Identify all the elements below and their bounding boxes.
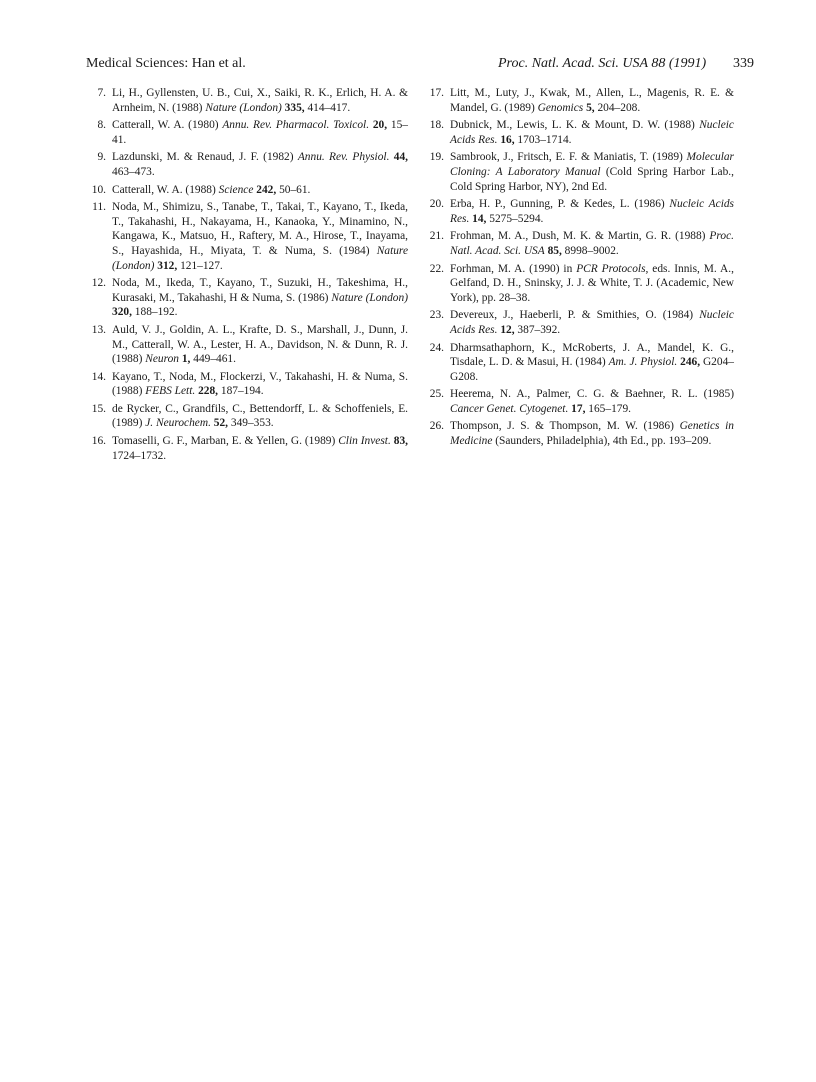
- reference-journal: Nature (London): [112, 244, 408, 272]
- reference-volume: 242,: [256, 183, 277, 196]
- reference-number: 20.: [429, 198, 444, 211]
- reference-authors: Lazdunski, M. & Renaud, J. F. (1982): [112, 151, 294, 164]
- reference-pages: 387–392.: [517, 323, 561, 336]
- reference-volume: 1,: [181, 353, 191, 366]
- reference-authors: Litt, M., Luty, J., Kwak, M., Allen, L., Magenis, R. E. & Mandel, G. (1989): [450, 87, 734, 114]
- reference-journal: Genetics in Medicine: [450, 420, 734, 448]
- reference-number: 15.: [91, 402, 106, 415]
- page-number: 339: [733, 56, 754, 71]
- reference-number: 7.: [97, 87, 106, 99]
- reference-number: 17.: [429, 87, 444, 99]
- reference-journal: J. Neurochem.: [145, 417, 211, 430]
- reference-authors: Catterall, W. A. (1988): [112, 183, 216, 196]
- reference-pages: 1703–1714.: [517, 133, 572, 146]
- reference-volume: 246,: [680, 356, 701, 369]
- reference-number: 10.: [91, 183, 106, 196]
- reference-pages: 165–179.: [588, 402, 631, 415]
- reference-journal: Cancer Genet. Cytogenet.: [450, 402, 569, 415]
- reference-item: [424, 387, 734, 416]
- reference-journal: Nature (London): [205, 101, 282, 114]
- reference-number: 9.: [97, 151, 106, 164]
- reference-volume: 83,: [393, 435, 408, 448]
- journal-citation: Proc. Natl. Acad. Sci. USA 88 (1991): [498, 56, 707, 71]
- reference-pages: 8998–9002.: [564, 244, 619, 257]
- reference-authors: Auld, V. J., Goldin, A. L., Krafte, D. S., Marshall, J., Dunn, J. M., Catterall, W. A., Lester, H. A., Davidson, N. & Dunn, R. J. (1988): [112, 323, 408, 366]
- reference-item: [424, 419, 734, 448]
- reference-number: 22.: [429, 262, 444, 275]
- reference-journal: Nature (London): [331, 291, 408, 304]
- reference-item: [86, 183, 408, 198]
- reference-item: [424, 118, 734, 147]
- reference-pages: 204–208.: [597, 101, 641, 114]
- reference-volume: 17,: [571, 402, 586, 415]
- references-right-column: [424, 86, 734, 452]
- reference-pages: (Cold Spring Harbor Lab., Cold Spring Harbor, NY), 2nd Ed.: [450, 165, 734, 193]
- reference-journal: Nucleic Acids Res.: [450, 119, 734, 146]
- reference-authors: Catterall, W. A. (1980): [112, 119, 219, 132]
- reference-number: 26.: [429, 420, 444, 433]
- reference-number: 25.: [429, 388, 444, 401]
- reference-item: [86, 370, 408, 399]
- reference-volume: 85,: [547, 244, 562, 257]
- reference-item: [424, 308, 734, 337]
- reference-volume: 320,: [112, 306, 132, 319]
- reference-journal: Clin Invest.: [338, 435, 391, 448]
- reference-pages: 187–194.: [220, 385, 264, 398]
- reference-authors: Kayano, T., Noda, M., Flockerzi, V., Takahashi, H. & Numa, S. (1988): [112, 370, 408, 398]
- reference-number: 14.: [91, 370, 106, 383]
- reference-number: 24.: [429, 341, 444, 354]
- reference-item: [86, 402, 408, 431]
- reference-journal: Neuron: [145, 353, 179, 366]
- reference-pages: 449–461.: [193, 353, 236, 366]
- reference-authors: Heerema, N. A., Palmer, C. G. & Baehner, R. L. (1985): [450, 388, 734, 401]
- reference-journal: Genomics: [537, 101, 584, 114]
- reference-authors: Sambrook, J., Fritsch, E. F. & Maniatis, T. (1989): [450, 151, 683, 164]
- reference-item: [86, 323, 408, 367]
- reference-volume: 44,: [393, 151, 408, 164]
- reference-volume: 20,: [372, 119, 388, 132]
- reference-authors: Li, H., Gyllensten, U. B., Cui, X., Saiki, R. K., Erlich, H. A. & Arnheim, N. (1988): [112, 87, 408, 114]
- reference-item: [86, 150, 408, 179]
- reference-authors: Frohman, M. A., Dush, M. K. & Martin, G. R. (1988): [450, 230, 706, 243]
- reference-authors: Dubnick, M., Lewis, L. K. & Mount, D. W. (1988): [450, 119, 695, 132]
- reference-number: 8.: [97, 119, 106, 132]
- reference-journal: Proc. Natl. Acad. Sci. USA: [450, 230, 734, 257]
- reference-volume: 228,: [198, 385, 219, 398]
- reference-volume: 52,: [213, 417, 229, 430]
- reference-journal: PCR Protocols,: [576, 262, 649, 275]
- reference-authors: Tomaselli, G. F., Marban, E. & Yellen, G. (1989): [112, 435, 336, 448]
- reference-pages: 349–353.: [230, 417, 274, 430]
- reference-authors: Dharmsathaphorn, K., McRoberts, J. A., Mandel, K. G., Tisdale, L. D. & Masui, H. (1984): [450, 341, 734, 369]
- reference-pages: 15–41.: [112, 119, 408, 146]
- reference-number: 23.: [429, 309, 444, 322]
- reference-pages: (Saunders, Philadelphia), 4th Ed., pp. 193–209.: [495, 435, 712, 448]
- reference-volume: 312,: [157, 259, 178, 272]
- reference-pages: 1724–1732.: [112, 449, 167, 462]
- reference-authors: de Rycker, C., Grandfils, C., Bettendorff, L. & Schoffeniels, E. (1989): [112, 402, 408, 430]
- reference-item: [424, 86, 734, 115]
- reference-item: [86, 200, 408, 273]
- reference-item: [86, 434, 408, 463]
- reference-item: [424, 197, 734, 226]
- reference-number: 12.: [91, 277, 106, 290]
- reference-authors: Noda, M., Ikeda, T., Kayano, T., Suzuki, H., Takeshima, H., Kurasaki, M., Takahashi, H & Numa, S. (1986): [112, 277, 408, 304]
- reference-pages: G204–G208.: [450, 356, 734, 383]
- reference-authors: Noda, M., Shimizu, S., Tanabe, T., Takai, T., Kayano, T., Ikeda, T., Takahashi, H., Nakayama, H., Kanaoka, Y., Minamino, N., Kangawa, K., Matsuo, H., Raftery, M. A., Hirose, T., Inayama, S., Hayashida, H., Miyata, T. & Numa, S. (1984): [112, 201, 408, 257]
- reference-item: [424, 150, 734, 194]
- references-left-column: [86, 86, 408, 466]
- reference-authors: Erba, H. P., Gunning, P. & Kedes, L. (1986): [450, 198, 665, 211]
- reference-item: [424, 229, 734, 258]
- reference-pages: 50–61.: [279, 183, 311, 196]
- reference-pages: 121–127.: [180, 259, 223, 272]
- reference-item: [424, 262, 734, 306]
- reference-number: 11.: [92, 201, 106, 214]
- reference-volume: 5,: [586, 101, 595, 114]
- reference-pages: 5275–5294.: [489, 212, 544, 225]
- reference-item: [86, 276, 408, 320]
- reference-pages: 188–192.: [134, 306, 178, 319]
- page-header: [0, 56, 816, 78]
- reference-journal: FEBS Lett.: [145, 385, 196, 398]
- reference-journal: Science: [218, 183, 254, 196]
- reference-pages: eds. Innis, M. A., Gelfand, D. H., Sninsky, J. J. & White, T. J. (Academic, New York), pp. 28–38.: [450, 262, 734, 304]
- reference-item: [86, 86, 408, 115]
- reference-journal: Nucleic Acids Res.: [450, 309, 734, 336]
- reference-volume: 335,: [284, 101, 305, 114]
- reference-volume: 14,: [472, 212, 487, 225]
- reference-pages: 414–417.: [307, 101, 351, 114]
- reference-journal: Molecular Cloning: A Laboratory Manual: [450, 151, 734, 178]
- reference-volume: 12,: [500, 323, 515, 336]
- reference-journal: Annu. Rev. Pharmacol. Toxicol.: [222, 119, 370, 132]
- reference-journal: Am. J. Physiol.: [608, 356, 678, 369]
- reference-number: 18.: [429, 119, 444, 132]
- reference-journal: Annu. Rev. Physiol.: [297, 151, 390, 164]
- reference-authors: Forhman, M. A. (1990) in: [450, 262, 573, 275]
- reference-authors: Devereux, J., Haeberli, P. & Smithies, O. (1984): [450, 309, 694, 322]
- reference-item: [424, 341, 734, 385]
- reference-number: 21.: [429, 230, 444, 243]
- reference-journal: Nucleic Acids Res.: [450, 198, 734, 225]
- reference-authors: Thompson, J. S. & Thompson, M. W. (1986): [450, 420, 674, 433]
- reference-number: 19.: [429, 151, 444, 164]
- reference-item: [86, 118, 408, 147]
- reference-volume: 16,: [500, 133, 515, 146]
- reference-number: 13.: [91, 323, 106, 336]
- reference-number: 16.: [91, 435, 106, 448]
- running-head-left: Medical Sciences: Han et al.: [86, 56, 246, 71]
- reference-pages: 463–473.: [112, 165, 155, 178]
